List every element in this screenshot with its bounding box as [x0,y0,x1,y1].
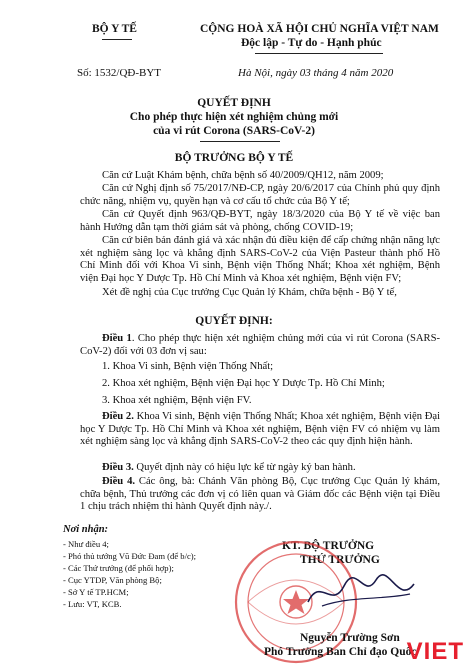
signature-role: THỨ TRƯỞNG [300,554,380,566]
document-title-line2: của vi rút Corona (SARS-CoV-2) [153,125,315,137]
watermark-text: VIET [406,638,464,665]
ministry-name: BỘ Y TẾ [92,23,137,35]
article-1 [80,333,440,358]
article-2 [80,411,440,449]
recipients-title: Nơi nhận: [63,524,109,535]
document-number: Số: 1532/QĐ-BYT [77,67,162,79]
document-title-line1: Cho phép thực hiện xét nghiệm chủng mới [129,111,339,123]
article-3-text: Quyết định này có hiệu lực kể từ ngày ký ban hành. [133,462,356,473]
issuing-authority: BỘ TRƯỞNG BỘ Y TẾ [174,152,294,164]
date-place: Hà Nội, ngày 03 tháng 4 năm 2020 [238,67,394,79]
handwritten-signature [302,566,422,616]
article-4-label: Điều 4. [102,476,136,487]
recipient-6: - Lưu: VT, KCB. [63,599,122,609]
article-4-text: Các ông, bà: Chánh Văn phòng Bộ, Cục trưởng Cục Quản lý khám, chữa bệnh, Thủ trưởng các đơn vị có liên quan và Giám đốc các Bệnh viện tại Điều 1 chịu trách nhiệm thi hành Quyết định này./. [80,476,441,513]
preamble-1: Căn cứ Luật Khám bệnh, chữa bệnh số 40/2009/QH12, năm 2009; [102,170,384,181]
unit-2: 2. Khoa xét nghiệm, Bệnh viện Đại học Y Dược Tp. Hồ Chí Minh; [102,378,385,389]
preamble-3: Căn cứ Quyết định 963/QĐ-BYT, ngày 18/3/2020 của Bộ Y tế về việc ban hành Hướng dẫn tạm thời giám sát và phòng, chống COVID-19; [80,209,440,233]
country-name: CỘNG HOÀ XÃ HỘI CHỦ NGHĨA VIỆT NAM [200,23,439,35]
article-1-label: Điều 1 [102,333,132,344]
article-4 [80,476,440,514]
recipient-2: - Phó thủ tướng Vũ Đức Đam (để b/c); [63,551,197,561]
unit-3: 3. Khoa xét nghiệm, Bệnh viện FV. [102,395,252,406]
recipient-4: - Cục YTDP, Văn phòng Bộ; [63,575,162,585]
preamble-2: Căn cứ Nghị định số 75/2017/NĐ-CP, ngày 20/6/2017 của Chính phủ quy định chức năng, nhiệm vụ, quyền hạn và cơ cấu tổ chức của Bộ Y tế; [80,183,440,207]
signature-kt: KT. BỘ TRƯỞNG [282,540,375,552]
article-1-text: . Cho phép thực hiện xét nghiệm chủng mới của vi rút Corona (SARS-CoV-2) đối với 03 đơn vị sau: [80,333,440,357]
title-underline [200,141,280,142]
motto-underline [255,53,383,54]
signer-name: Nguyễn Trường Sơn [300,632,400,644]
unit-1: 1. Khoa Vi sinh, Bệnh viện Thống Nhất; [102,361,274,372]
motto: Độc lập - Tự do - Hạnh phúc [241,37,382,49]
article-3-label: Điều 3. [102,462,134,473]
recipient-3: - Các Thứ trưởng (để phối hợp); [63,563,174,573]
viet-watermark-logo [368,636,468,672]
article-2-label: Điều 2. [102,411,134,422]
article-2-text: Khoa Vi sinh, Bệnh viện Thống Nhất; Khoa xét nghiệm, Bệnh viện Đại học Y Dược Tp. Hồ Chí Minh và Khoa xét nghiệm, Bệnh viện FV có nhiệm vụ làm xét nghiệm sàng lọc và khẳng định SARS-CoV-2 theo các quy định hiện hành. [80,411,441,448]
recipient-1: - Như điều 4; [63,539,109,549]
ministry-underline [102,39,132,40]
decides-heading: QUYẾT ĐỊNH: [195,315,273,327]
article-3 [80,462,440,475]
document-type: QUYẾT ĐỊNH [197,97,271,109]
signer-position: Phó Trưởng Ban Chỉ đạo Quốc [264,646,417,658]
recipient-5: - Sở Y tế TP.HCM; [63,587,129,597]
preamble-5: Xét đề nghị của Cục trưởng Cục Quản lý Khám, chữa bệnh - Bộ Y tế, [102,287,397,298]
preamble-4: Căn cứ biên bản đánh giá và xác nhận đủ điều kiện để cấp chứng nhận năng lực xét nghiệm sàng lọc và khẳng định SARS-CoV-2 của Viện Pasteur thành phố Hồ Chí Minh đối với Khoa Vi sinh, Bệnh viện Thống Nhất; Khoa xét nghiệm, Bệnh viện Đại học Y Dược Tp. Hồ Chí Minh và Khoa xét nghiệm, Bệnh viện FV; [80,235,440,284]
